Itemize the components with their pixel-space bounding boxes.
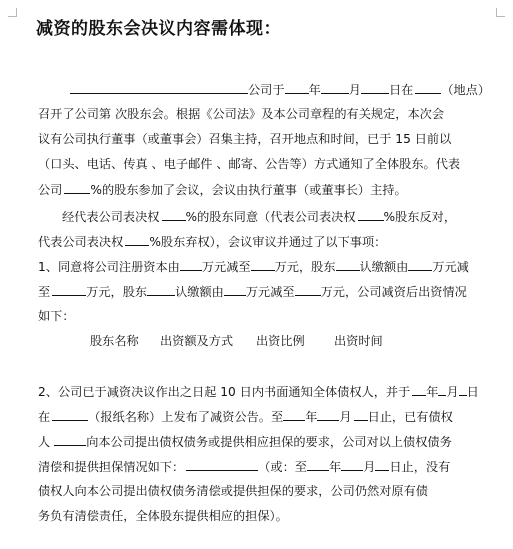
blank-shareholder-1 xyxy=(336,258,360,271)
p1-line-3: 议有公司执行董事（或董事会）召集主持，召开地点和时间，已于 15 日前以 xyxy=(38,132,452,146)
blank-month xyxy=(321,81,349,94)
blank-abstain-percent xyxy=(125,233,149,246)
blank-capital-to xyxy=(251,258,275,271)
col-contribution-ratio: 出资比例 xyxy=(256,334,305,348)
item2-line-2: 在 （报纸名称）上发布了减资公告。至 年 月 日止，已有债权 xyxy=(38,410,453,424)
item2-line-6: 务负有清偿责任，全体股东提供相应的担保）。 xyxy=(38,509,288,523)
blank-sh2-from xyxy=(224,283,246,296)
p2-line-1: 经代表公司表决权 %的股东同意（代表公司表决权 %股东反对， xyxy=(62,210,457,224)
col-shareholder-name: 股东名称 xyxy=(90,334,139,348)
page-corner-mark-right xyxy=(496,8,505,17)
blank-creditor-count xyxy=(54,433,86,446)
item1-line-3: 如下： xyxy=(38,309,75,323)
item2-line-1: 2、公司已于减资决议作出之日起 10 日内书面通知全体债权人，并于 年 月 日 xyxy=(38,385,479,399)
blank-alt-day xyxy=(375,458,389,471)
blank-year xyxy=(285,81,309,94)
p1-line-5: 公司 %的股东参加了会议，会议由执行董事（或董事长）主持。 xyxy=(38,183,407,197)
blank-capital-from xyxy=(180,258,202,271)
blank-sh1-from xyxy=(408,258,432,271)
blank-alt-year xyxy=(307,458,329,471)
col-contribution-time: 出资时间 xyxy=(334,334,383,348)
blank-alt-month xyxy=(341,458,363,471)
blank-location xyxy=(415,81,441,94)
blank-company-name xyxy=(70,81,248,94)
blank-deadline-year xyxy=(283,408,305,421)
col-contribution-amount: 出资额及方式 xyxy=(160,334,234,348)
p1-line-2: 召开了公司第 次股东会。根据《公司法》及本公司章程的有关规定，本次会 xyxy=(38,107,445,121)
blank-settlement-details xyxy=(186,458,258,471)
item1-line-2: 至 万元，股东 认缴额由 万元减至 万元，公司减资后出资情况 xyxy=(38,285,467,299)
item2-line-5: 债权人向本公司提出债权债务清偿或提供担保的要求，公司仍然对原有债 xyxy=(38,484,428,498)
blank-notice-year xyxy=(412,383,426,396)
p1-line-4: （口头、电话、传真 、电子邮件 、邮寄、公告等）方式通知了全体股东。代表 xyxy=(38,157,461,171)
p2-line-2: 代表公司表决权 %股东弃权），会议审议并通过了以下事项： xyxy=(38,235,387,249)
blank-shareholder-2 xyxy=(147,283,175,296)
blank-attendance-percent xyxy=(64,181,90,194)
blank-deadline-month xyxy=(317,408,339,421)
blank-notice-day xyxy=(459,383,467,396)
blank-sh1-to xyxy=(52,283,86,296)
blank-approve-percent xyxy=(162,208,186,221)
document-heading: 减资的股东会决议内容需体现： xyxy=(36,19,281,39)
blank-oppose-percent xyxy=(358,208,384,221)
blank-deadline-day xyxy=(354,408,368,421)
p1-line-1: 公司于 年 月 日在 （地点） xyxy=(0,81,513,98)
blank-day xyxy=(361,81,389,94)
blank-newspaper-name xyxy=(52,408,88,421)
item2-line-4: 清偿和提供担保情况如下： （或：至 年 月 日止，没有 xyxy=(38,460,451,474)
blank-sh2-to xyxy=(295,283,321,296)
item2-line-3: 人 向本公司提出债权债务或提供相应担保的要求，公司对以上债权债务 xyxy=(38,435,452,449)
page-corner-mark-left xyxy=(8,8,17,17)
item1-line-1: 1、同意将公司注册资本由 万元减至 万元，股东 认缴额由 万元减 xyxy=(38,260,469,274)
